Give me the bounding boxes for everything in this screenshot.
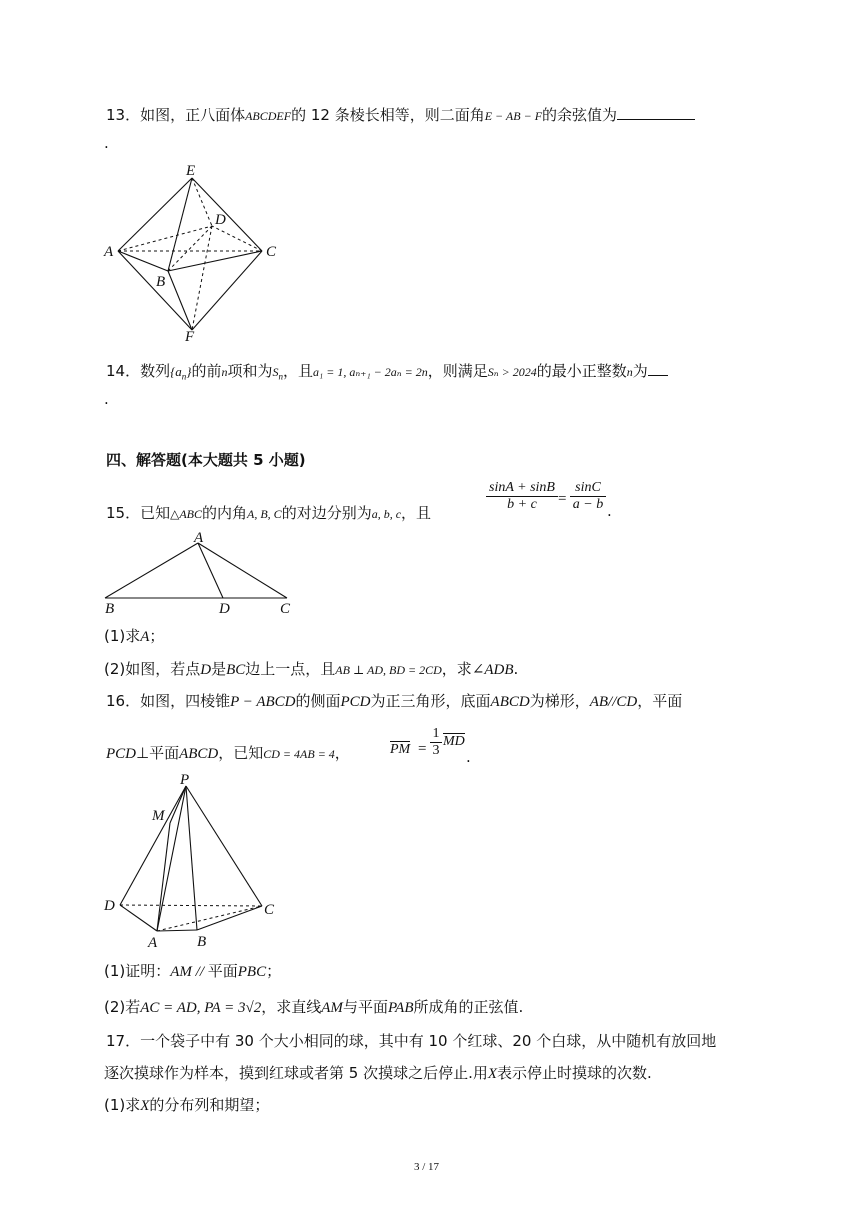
q15-part2-prefix: (2)如图，若点 [104, 660, 201, 678]
q16-pyramid: P − ABCD [230, 694, 296, 710]
q15-fraction-right [570, 480, 606, 513]
question-16-line2 [106, 742, 350, 763]
q16-part1-end: ； [266, 962, 282, 980]
q15-frac2-denominator: a − b [570, 496, 606, 513]
q17-line2-text2: 表示停止时摸球的次数. [497, 1064, 652, 1082]
q14-text6: 为 [632, 362, 648, 380]
pyramid-figure [100, 768, 290, 953]
q15-text2: 的对边分别为 [281, 504, 372, 522]
q16-plane-ABCD: ABCD [179, 746, 219, 762]
q13-polyhedron: ABCDEF [245, 109, 292, 123]
q15-frac1-numerator: sinA + sinB [489, 480, 555, 495]
q16-coef-numerator: 1 [432, 726, 440, 741]
q14-sum [272, 365, 284, 382]
vertex-label-D: D [219, 601, 230, 615]
q16-part1-plane: PBC [237, 964, 267, 980]
q14-seq-subscript: n [181, 371, 187, 382]
vertex-label-D: D [104, 898, 115, 914]
q14-text2: 项和为 [227, 362, 273, 380]
q15-part2-D: D [200, 662, 212, 678]
octahedron-figure [100, 158, 290, 343]
q15-part1-var: A [140, 629, 150, 645]
vertex-label-C: C [280, 601, 291, 615]
q16-text2: 为正三角形，底面 [370, 692, 491, 710]
q14-n: n [221, 365, 228, 379]
vertex-label-C: C [266, 244, 277, 260]
q14-number: 14．数列 [106, 362, 171, 380]
q15-part2-angle: ∠ADB [471, 662, 514, 678]
q17-part1 [104, 1094, 269, 1115]
vertex-label-A: A [148, 935, 158, 951]
q16-part2-plane: PAB [387, 1000, 414, 1016]
q16-perp: ⊥平面 [136, 744, 180, 762]
q17-line2-X: X [487, 1066, 498, 1082]
question-14-line [106, 360, 668, 382]
q14-sum-subscript: n [278, 371, 284, 382]
triangle-figure [100, 530, 305, 615]
q15-period: . [607, 502, 612, 520]
q15-equals: = [558, 491, 567, 507]
q16-text1: 的侧面 [295, 692, 341, 710]
q16-line2-text1: ，已知 [218, 744, 264, 762]
q17-part1-prefix: (1)求 [104, 1096, 141, 1114]
q16-part2-text3: 所成角的正弦值. [413, 998, 524, 1016]
q14-period: . [104, 390, 109, 408]
q13-answer-blank [617, 105, 695, 120]
vertex-label-B: B [156, 274, 166, 290]
q15-part2-BC: BC [226, 662, 246, 678]
q14-condition: a₁ = 1, aₙ₊₁ − 2aₙ = 2n [313, 365, 428, 379]
vertex-label-B: B [197, 934, 207, 950]
q15-part2-text1: 是 [211, 660, 227, 678]
q16-face: PCD [340, 694, 371, 710]
q16-vector-PM: PM [390, 742, 411, 757]
q13-period: . [104, 134, 109, 152]
q15-part1-prefix: (1)求 [104, 627, 141, 645]
q16-line2-end: . [466, 748, 471, 766]
question-17-line1: 17．一个袋子中有 30 个大小相同的球，其中有 10 个红球、20 个白球，从中随机有放回地 [106, 1032, 717, 1050]
vertex-label-F: F [185, 329, 195, 343]
vertex-label-A: A [104, 244, 114, 260]
vertex-label-P: P [180, 772, 190, 788]
q15-part1 [104, 625, 164, 646]
question-17-line2 [104, 1062, 652, 1083]
q14-answer-blank [648, 361, 668, 376]
q15-number: 15．已知 [106, 504, 171, 522]
q16-part1-mid: 平面 [207, 962, 238, 980]
q14-n2: n [626, 365, 633, 379]
vertex-label-B: B [105, 601, 115, 615]
q14-seq-close: } [186, 364, 192, 379]
page-number: 3 / 17 [414, 1161, 440, 1173]
q16-part1-expr: AM // [170, 964, 208, 980]
q15-frac2-numerator: sinC [575, 480, 601, 495]
q13-text-end: 的余弦值为 [542, 106, 618, 124]
q15-part2-text3: ，求 [441, 660, 472, 678]
q15-part2-text2: 边上一点，且 [245, 660, 336, 678]
q14-text5: 的最小正整数 [536, 362, 627, 380]
q16-line2-text2: ， [334, 744, 350, 762]
q15-part1-suffix: ； [149, 627, 165, 645]
q16-vector-coefficient [430, 726, 442, 759]
question-13-line [106, 104, 695, 125]
q14-sequence [170, 364, 192, 382]
q13-text: 的 12 条棱长相等，则二面角 [291, 106, 485, 124]
vertex-label-C: C [264, 902, 275, 918]
q14-text1: 的前 [191, 362, 222, 380]
vertex-label-D: D [215, 212, 226, 228]
q15-triangle: △ABC [170, 507, 202, 521]
q16-part2-condition: AC = AD, PA = 3√2 [140, 1000, 262, 1016]
q16-part2-text1: ，求直线 [261, 998, 322, 1016]
q14-text4: ，则满足 [427, 362, 488, 380]
q16-part2-text2: 与平面 [342, 998, 388, 1016]
q14-sum-symbol: S [272, 365, 279, 379]
q16-text3: 为梯形， [529, 692, 590, 710]
q17-line2-text1: 逐次摸球作为样本，摸到红球或者第 5 次摸球之后停止.用 [104, 1064, 488, 1082]
q16-part2-line: AM [321, 1000, 343, 1016]
q16-part1-prefix: (1)证明： [104, 962, 171, 980]
q16-base: ABCD [490, 694, 530, 710]
q13-dihedral-angle: E − AB − F [484, 109, 543, 123]
q17-part1-suffix: 的分布列和期望； [149, 1096, 270, 1114]
q13-number: 13．如图，正八面体 [106, 106, 246, 124]
q16-coef-denominator: 3 [430, 742, 442, 759]
q15-frac1-denominator: b + c [486, 496, 558, 513]
q15-part2 [104, 658, 518, 679]
q15-fraction-left [486, 480, 558, 513]
q15-text3: ，且 [401, 504, 432, 522]
q15-sides: a, b, c [371, 507, 402, 521]
question-15-line [106, 502, 431, 523]
q14-text3: ，且 [283, 362, 314, 380]
q17-part1-X: X [140, 1098, 150, 1114]
vertex-label-E: E [186, 163, 196, 179]
q16-part2 [104, 996, 523, 1017]
q16-vector-MD: MD [443, 734, 465, 749]
q16-number: 16．如图，四棱锥 [106, 692, 231, 710]
vertex-label-M: M [152, 808, 165, 824]
vertex-label-A: A [194, 530, 204, 546]
q14-inequality: Sₙ > 2024 [487, 365, 537, 379]
question-16-line1 [106, 690, 682, 711]
section-title: 四、解答题(本大题共 5 小题) [106, 451, 306, 469]
q16-vector-equals: = [418, 741, 427, 757]
q16-length-condition: CD = 4AB = 4 [263, 747, 335, 761]
q15-part2-end: . [513, 660, 519, 678]
q16-part1 [104, 960, 281, 981]
q16-parallel: AB//CD [589, 694, 638, 710]
q15-part2-condition: AB ⊥ AD, BD = 2CD [335, 663, 442, 677]
q14-seq-symbol: {a [170, 364, 182, 379]
q15-angles: A, B, C [247, 507, 282, 521]
q16-plane-PCD: PCD [106, 746, 136, 762]
q16-part2-prefix: (2)若 [104, 998, 141, 1016]
q15-text1: 的内角 [202, 504, 248, 522]
q16-text4: ，平面 [637, 692, 683, 710]
